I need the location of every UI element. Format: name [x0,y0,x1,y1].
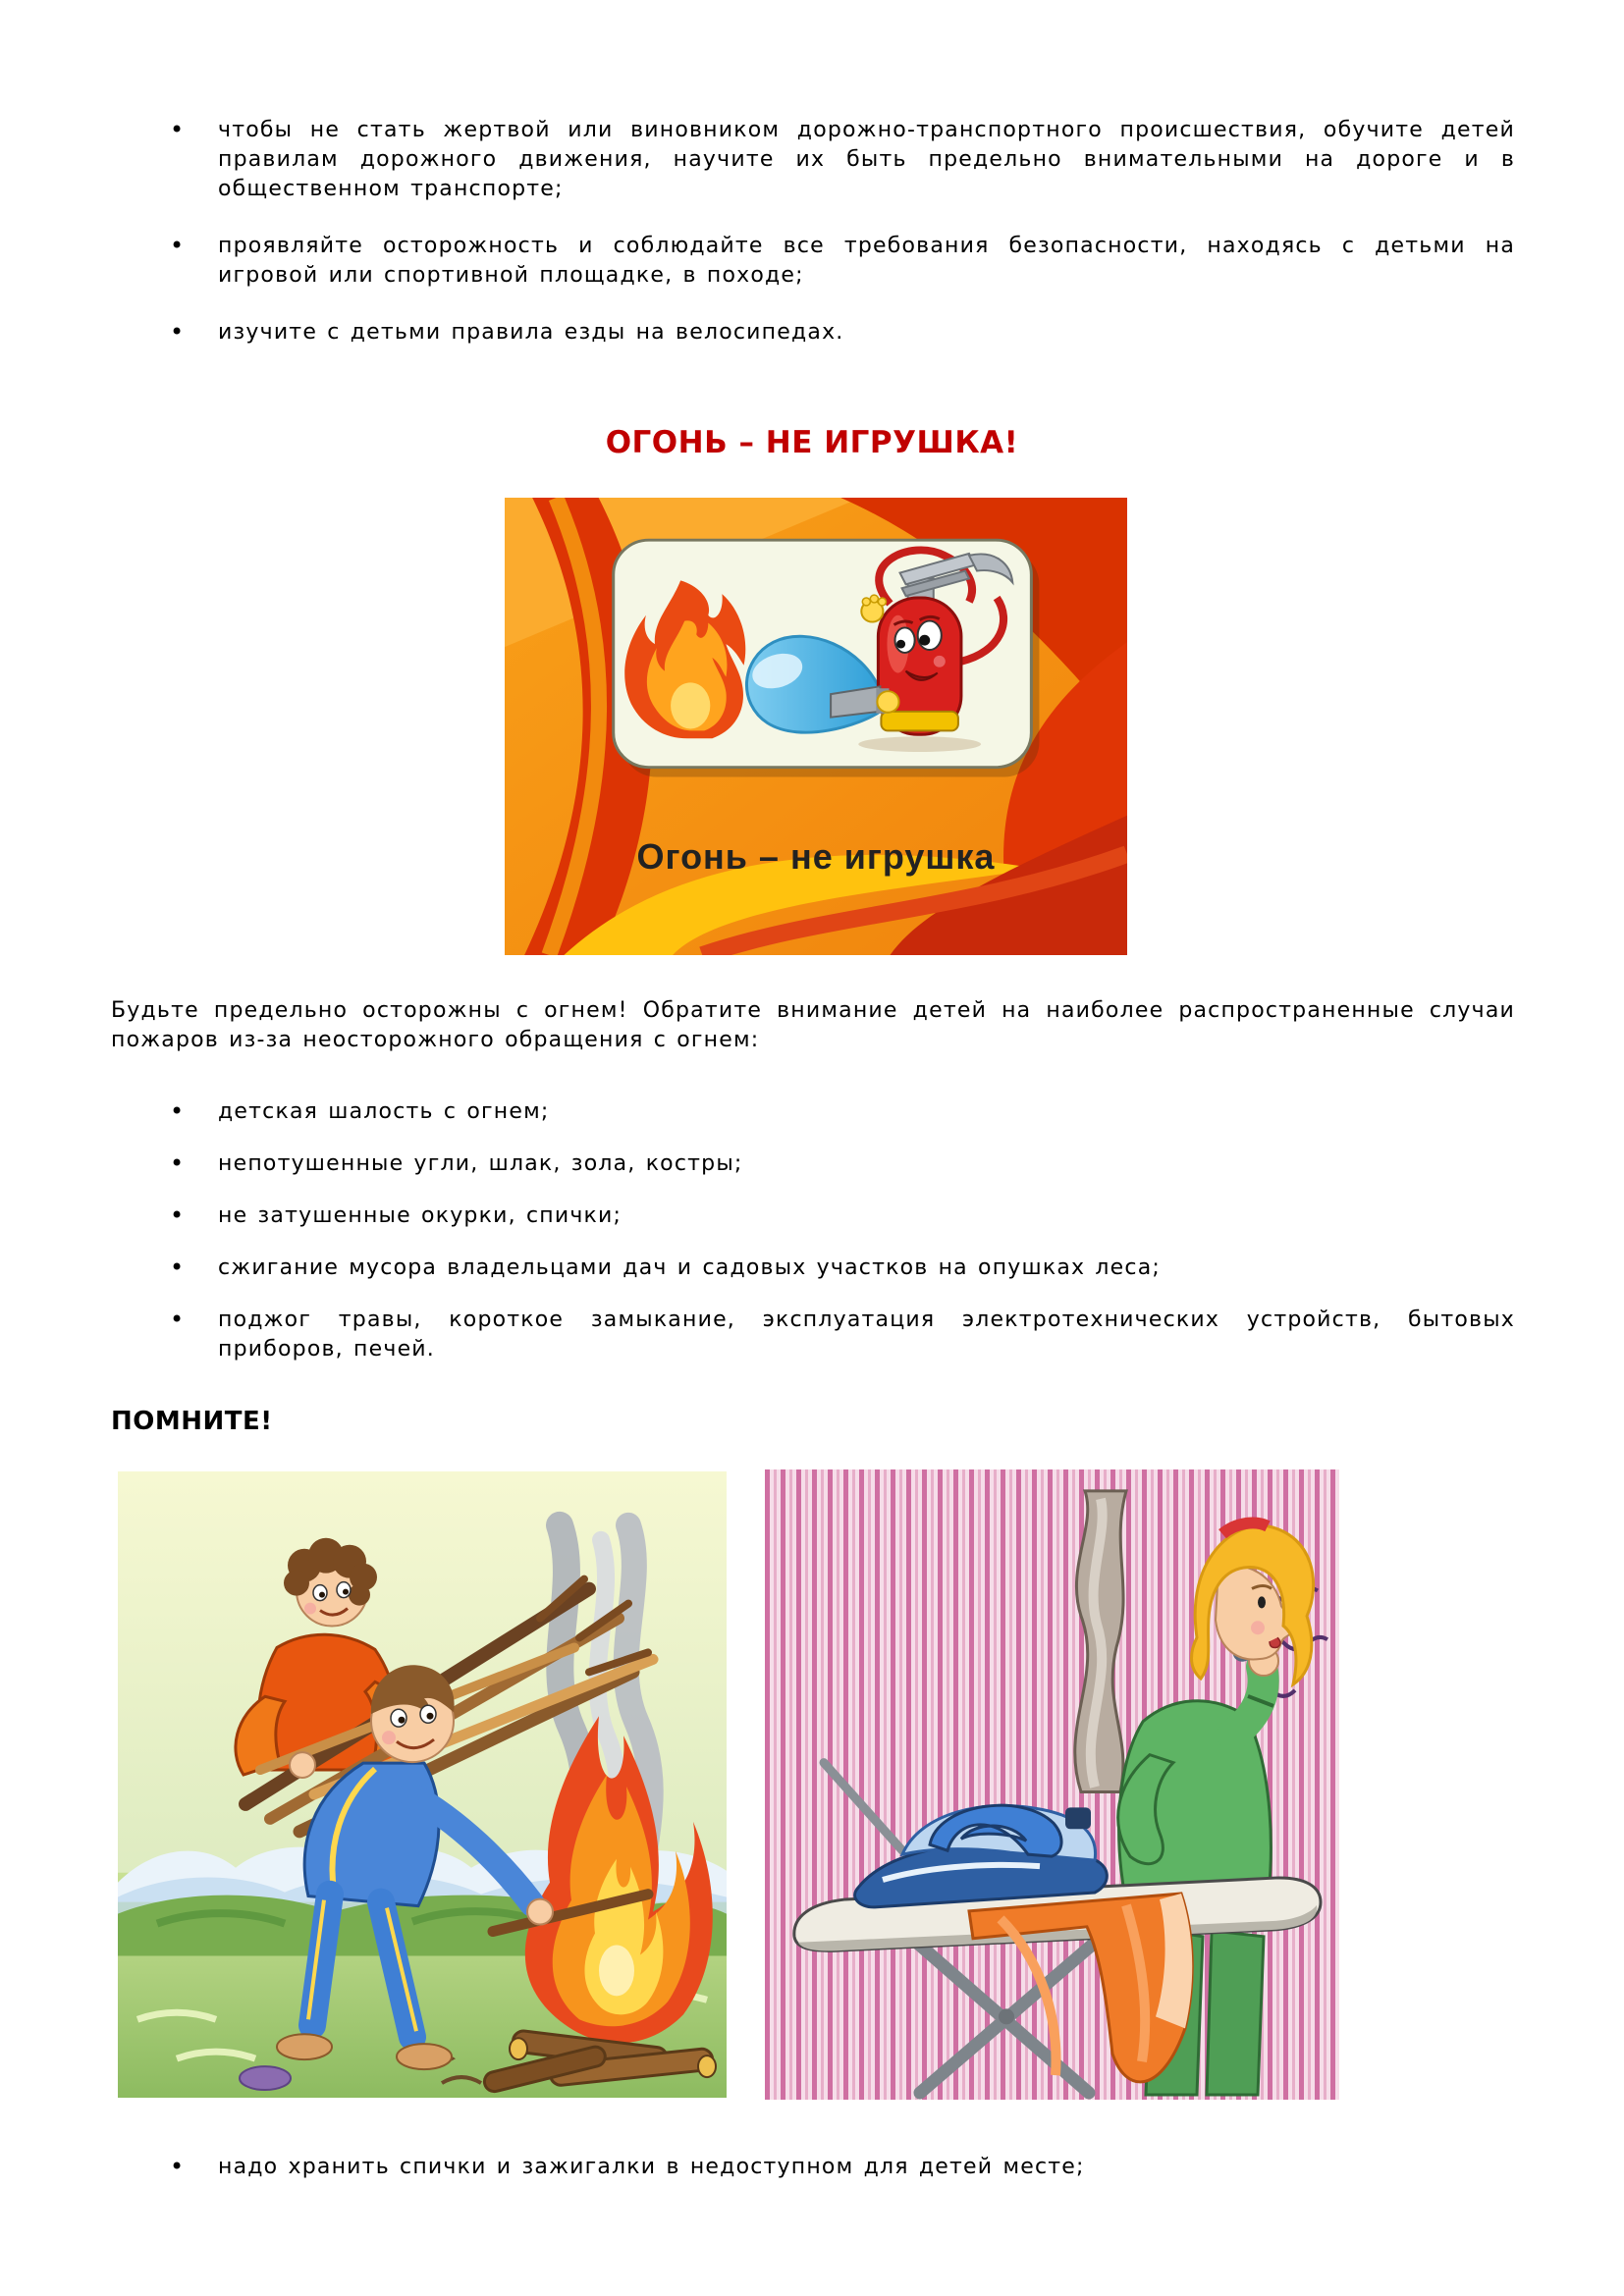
list-item [111,1097,1515,1127]
lead-paragraph: Будьте предельно осторожны с огнем! Обратите внимание детей на наиболее распространенные случаи пожаров из-за неосторожного обращения с огнем: [111,998,1515,1052]
bullet-text: непотушенные угли, шлак, зола, костры; [218,1151,743,1176]
list-item [111,1254,1515,1283]
fire-poster-image [505,498,1127,955]
list-item [111,1306,1515,1364]
bullet-text: проявляйте осторожность и соблюдайте все требования безопасности, находясь с детьми на игровой или спортивной площадке, в походе; [218,234,1515,288]
bullet-text: чтобы не стать жертвой или виновником дорожно-транспортного происшествия, обучите детей правилам дорожного движения, научите их быть предельно внимательными на дороге и в общественном транспорте; [218,118,1515,201]
campfire-illustration [118,1471,727,2098]
bullet-text: сжигание мусора владельцами дач и садовых участков на опушках леса; [218,1255,1162,1280]
road-safety-bullet-list [111,116,1515,375]
iron-illustration [765,1469,1339,2100]
list-item [111,232,1515,291]
poster-caption: Огонь – не игрушка [636,836,996,877]
list-item [111,2153,1515,2182]
fire-causes-bullet-list [111,1097,1515,1387]
list-item [111,1201,1515,1231]
list-item [111,1149,1515,1179]
bullet-text: надо хранить спички и зажигалки в недоступном для детей месте; [218,2155,1085,2179]
bullet-text: поджог травы, короткое замыкание, эксплуатация электротехнических устройств, бытовых приборов, печей. [218,1308,1515,1362]
bullet-text: изучите с детьми правила езды на велосипедах. [218,320,844,345]
fire-section-heading: ОГОНЬ – НЕ ИГРУШКА! [605,425,1019,460]
list-item [111,318,1515,347]
remember-heading: ПОМНИТЕ! [111,1407,273,1436]
fire-poster-art [505,498,1127,955]
list-item [111,116,1515,204]
bullet-text: детская шалость с огнем; [218,1099,550,1124]
final-bullet-list [111,2153,1515,2182]
bullet-text: не затушенные окурки, спички; [218,1203,623,1228]
